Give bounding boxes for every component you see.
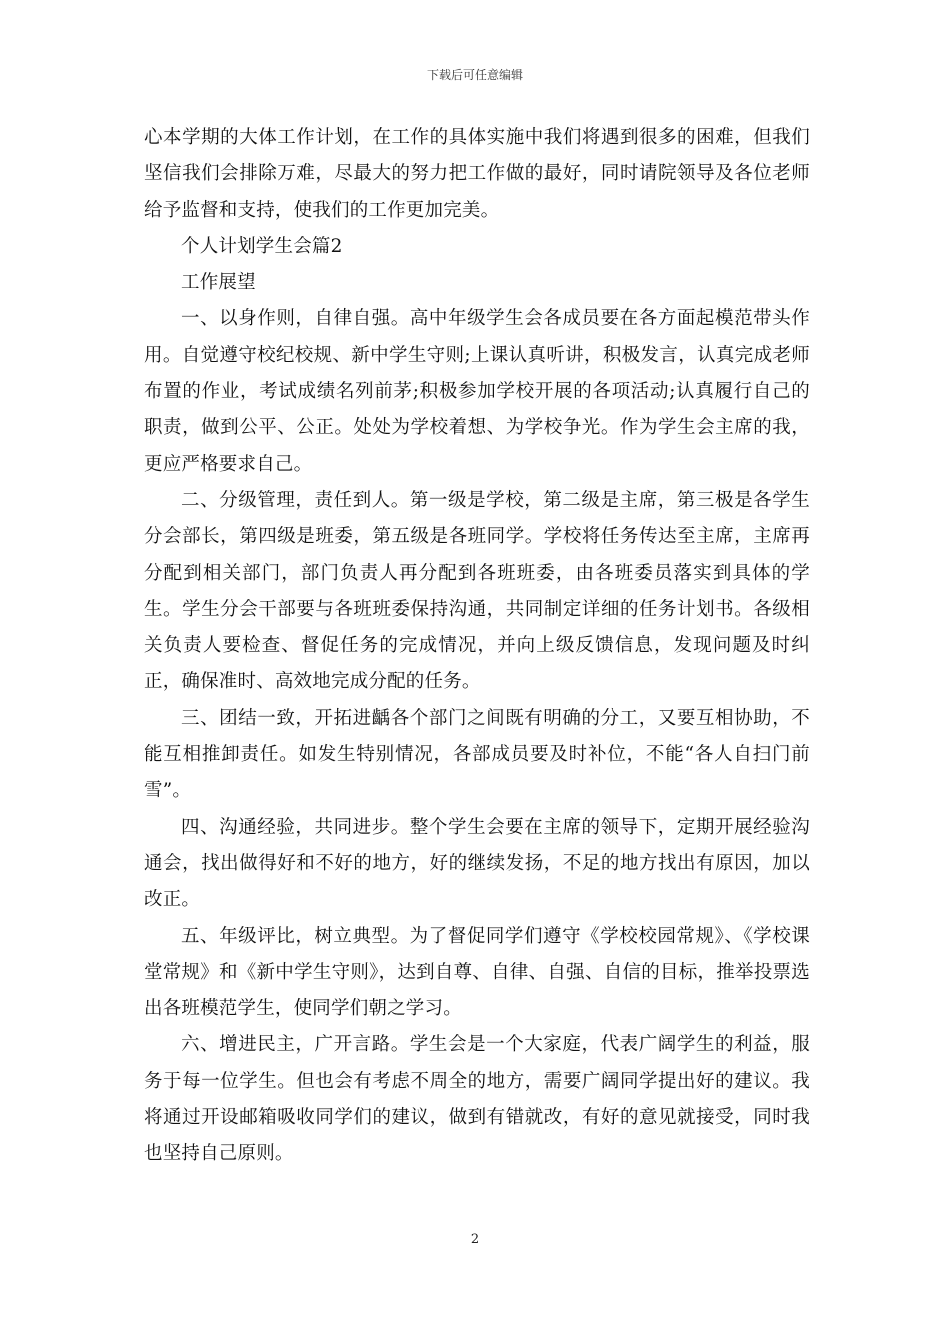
- body-paragraph-item-6: 六、增进民主，广开言路。学生会是一个大家庭，代表广阔学生的利益，服务于每一位学生。但也会有考虑不周全的地方，需要广阔同学提出好的建议。我将通过开设邮箱吸收同学们的建议，做到有错就改，有好的意见就接受，同时我也坚持自己原则。: [144, 1034, 810, 1165]
- subsection-heading: 工作展望: [181, 272, 256, 294]
- body-paragraph-item-2: 二、分级管理，责任到人。第一级是学校，第二级是主席，第三极是各学生分会部长，第四级是班委，第五级是各班同学。学校将任务传达至主席，主席再分配到相关部门，部门负责人再分配到各班班委，由各班委员落实到具体的学生。学生分会干部要与各班班委保持沟通，共同制定详细的任务计划书。各级相关负责人要检查、督促任务的完成情况，并向上级反馈信息，发现问题及时纠正，确保准时、高效地完成分配的任务。: [144, 489, 810, 693]
- body-paragraph-continuation: 心本学期的大体工作计划，在工作的具体实施中我们将遇到很多的困难，但我们坚信我们会排除万难，尽最大的努力把工作做的最好，同时请院领导及各位老师给予监督和支持，使我们的工作更加完美。: [144, 127, 810, 221]
- download-note: 下载后可任意编辑: [426, 68, 523, 82]
- body-paragraph-item-4: 四、沟通经验，共同进步。整个学生会要在主席的领导下，定期开展经验沟通会，找出做得好和不好的地方，好的继续发扬，不足的地方找出有原因，加以改正。: [144, 816, 810, 911]
- body-paragraph-item-5: 五、年级评比，树立典型。为了督促同学们遵守《学校校园常规》、《学校课堂常规》和《新中学生守则》，达到自尊、自律、自强、自信的目标，推举投票选出各班模范学生，使同学们朝之学习。: [144, 925, 810, 1020]
- section-heading: 个人计划学生会篇2: [181, 235, 343, 257]
- body-paragraph-item-1: 一、以身作则，自律自强。高中年级学生会各成员要在各方面起模范带头作用。自觉遵守校纪校规、新中学生守则;上课认真听讲，积极发言，认真完成老师布置的作业，考试成绩名列前茅;积极参加学校开展的各项活动;认真履行自己的职责，做到公平、公正。处处为学校着想、为学校争光。作为学生会主席的我，更应严格要求自己。: [144, 308, 810, 475]
- document-body: [144, 120, 810, 1173]
- body-paragraph-item-3: 三、团结一致，开拓进齲各个部门之间既有明确的分工，又要互相协助，不能互相推卸责任。如发生特别情况，各部成员要及时补位，不能“各人自扫门前雪”。: [144, 707, 810, 802]
- page-number: 2: [470, 1232, 480, 1247]
